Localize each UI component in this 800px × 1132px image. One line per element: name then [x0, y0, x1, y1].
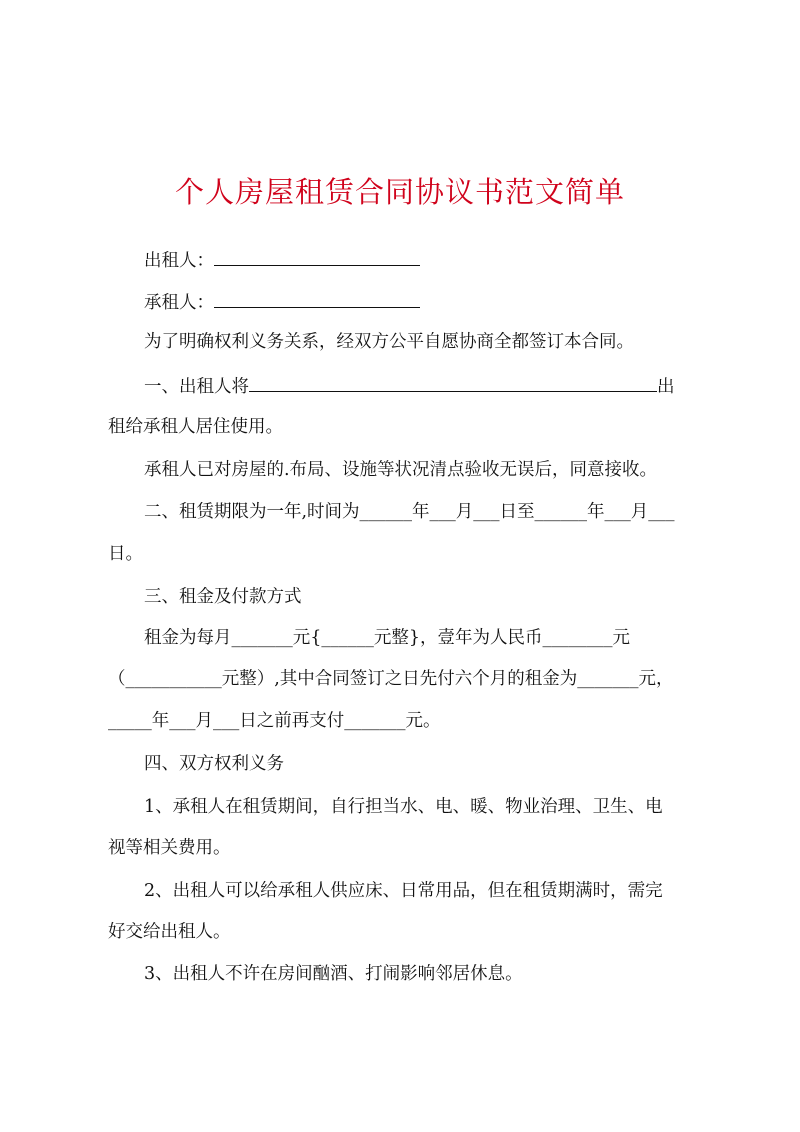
item1-line1: 1、承租人在租赁期间，自行担当水、电、暖、物业治理、卫生、电 [144, 797, 663, 817]
clause1-blank [249, 373, 657, 392]
clause3-line3: _____年___月___日之前再支付_______元。 [108, 711, 441, 731]
lessor-line [144, 247, 420, 273]
lessee-line [144, 289, 420, 315]
clause1-suffix: 出 [657, 377, 675, 397]
item2-line2: 好交给出租人。 [108, 922, 231, 942]
clause2-line2: 日。 [108, 544, 143, 564]
clause1-prefix: 一、出租人将 [144, 377, 249, 397]
clause4-heading: 四、双方权利义务 [144, 754, 284, 774]
lessee-blank [214, 289, 420, 308]
clause1-accept: 承租人已对房屋的.布局、设施等状况清点验收无误后，同意接收。 [144, 460, 658, 480]
clause3-line2: （___________元整）,其中合同签订之日先付六个月的租金为_______元， [108, 669, 674, 689]
lessor-label: 出租人： [144, 251, 214, 271]
item3-line: 3、出租人不许在房间酗酒、打闹影响邻居休息。 [144, 964, 523, 984]
item2-line1: 2、出租人可以给承租人供应床、日常用品，但在租赁期满时，需完 [144, 881, 663, 901]
clause3-heading: 三、租金及付款方式 [144, 587, 302, 607]
clause1-line2: 租给承租人居住使用。 [108, 417, 283, 437]
clause3-line1: 租金为每月_______元{______元整}，壹年为人民币________元 [144, 628, 631, 648]
lessee-label: 承租人： [144, 293, 214, 313]
clause1-line1 [144, 373, 675, 399]
clause2-line1: 二、租赁期限为一年,时间为______年___月___日至______年___月___ [144, 502, 675, 522]
lessor-blank [214, 247, 420, 266]
intro-paragraph: 为了明确权利义务关系，经双方公平自愿协商全都签订本合同。 [144, 332, 634, 352]
item1-line2: 视等相关费用。 [108, 838, 231, 858]
document-title: 个人房屋租赁合同协议书范文简单 [174, 175, 625, 209]
